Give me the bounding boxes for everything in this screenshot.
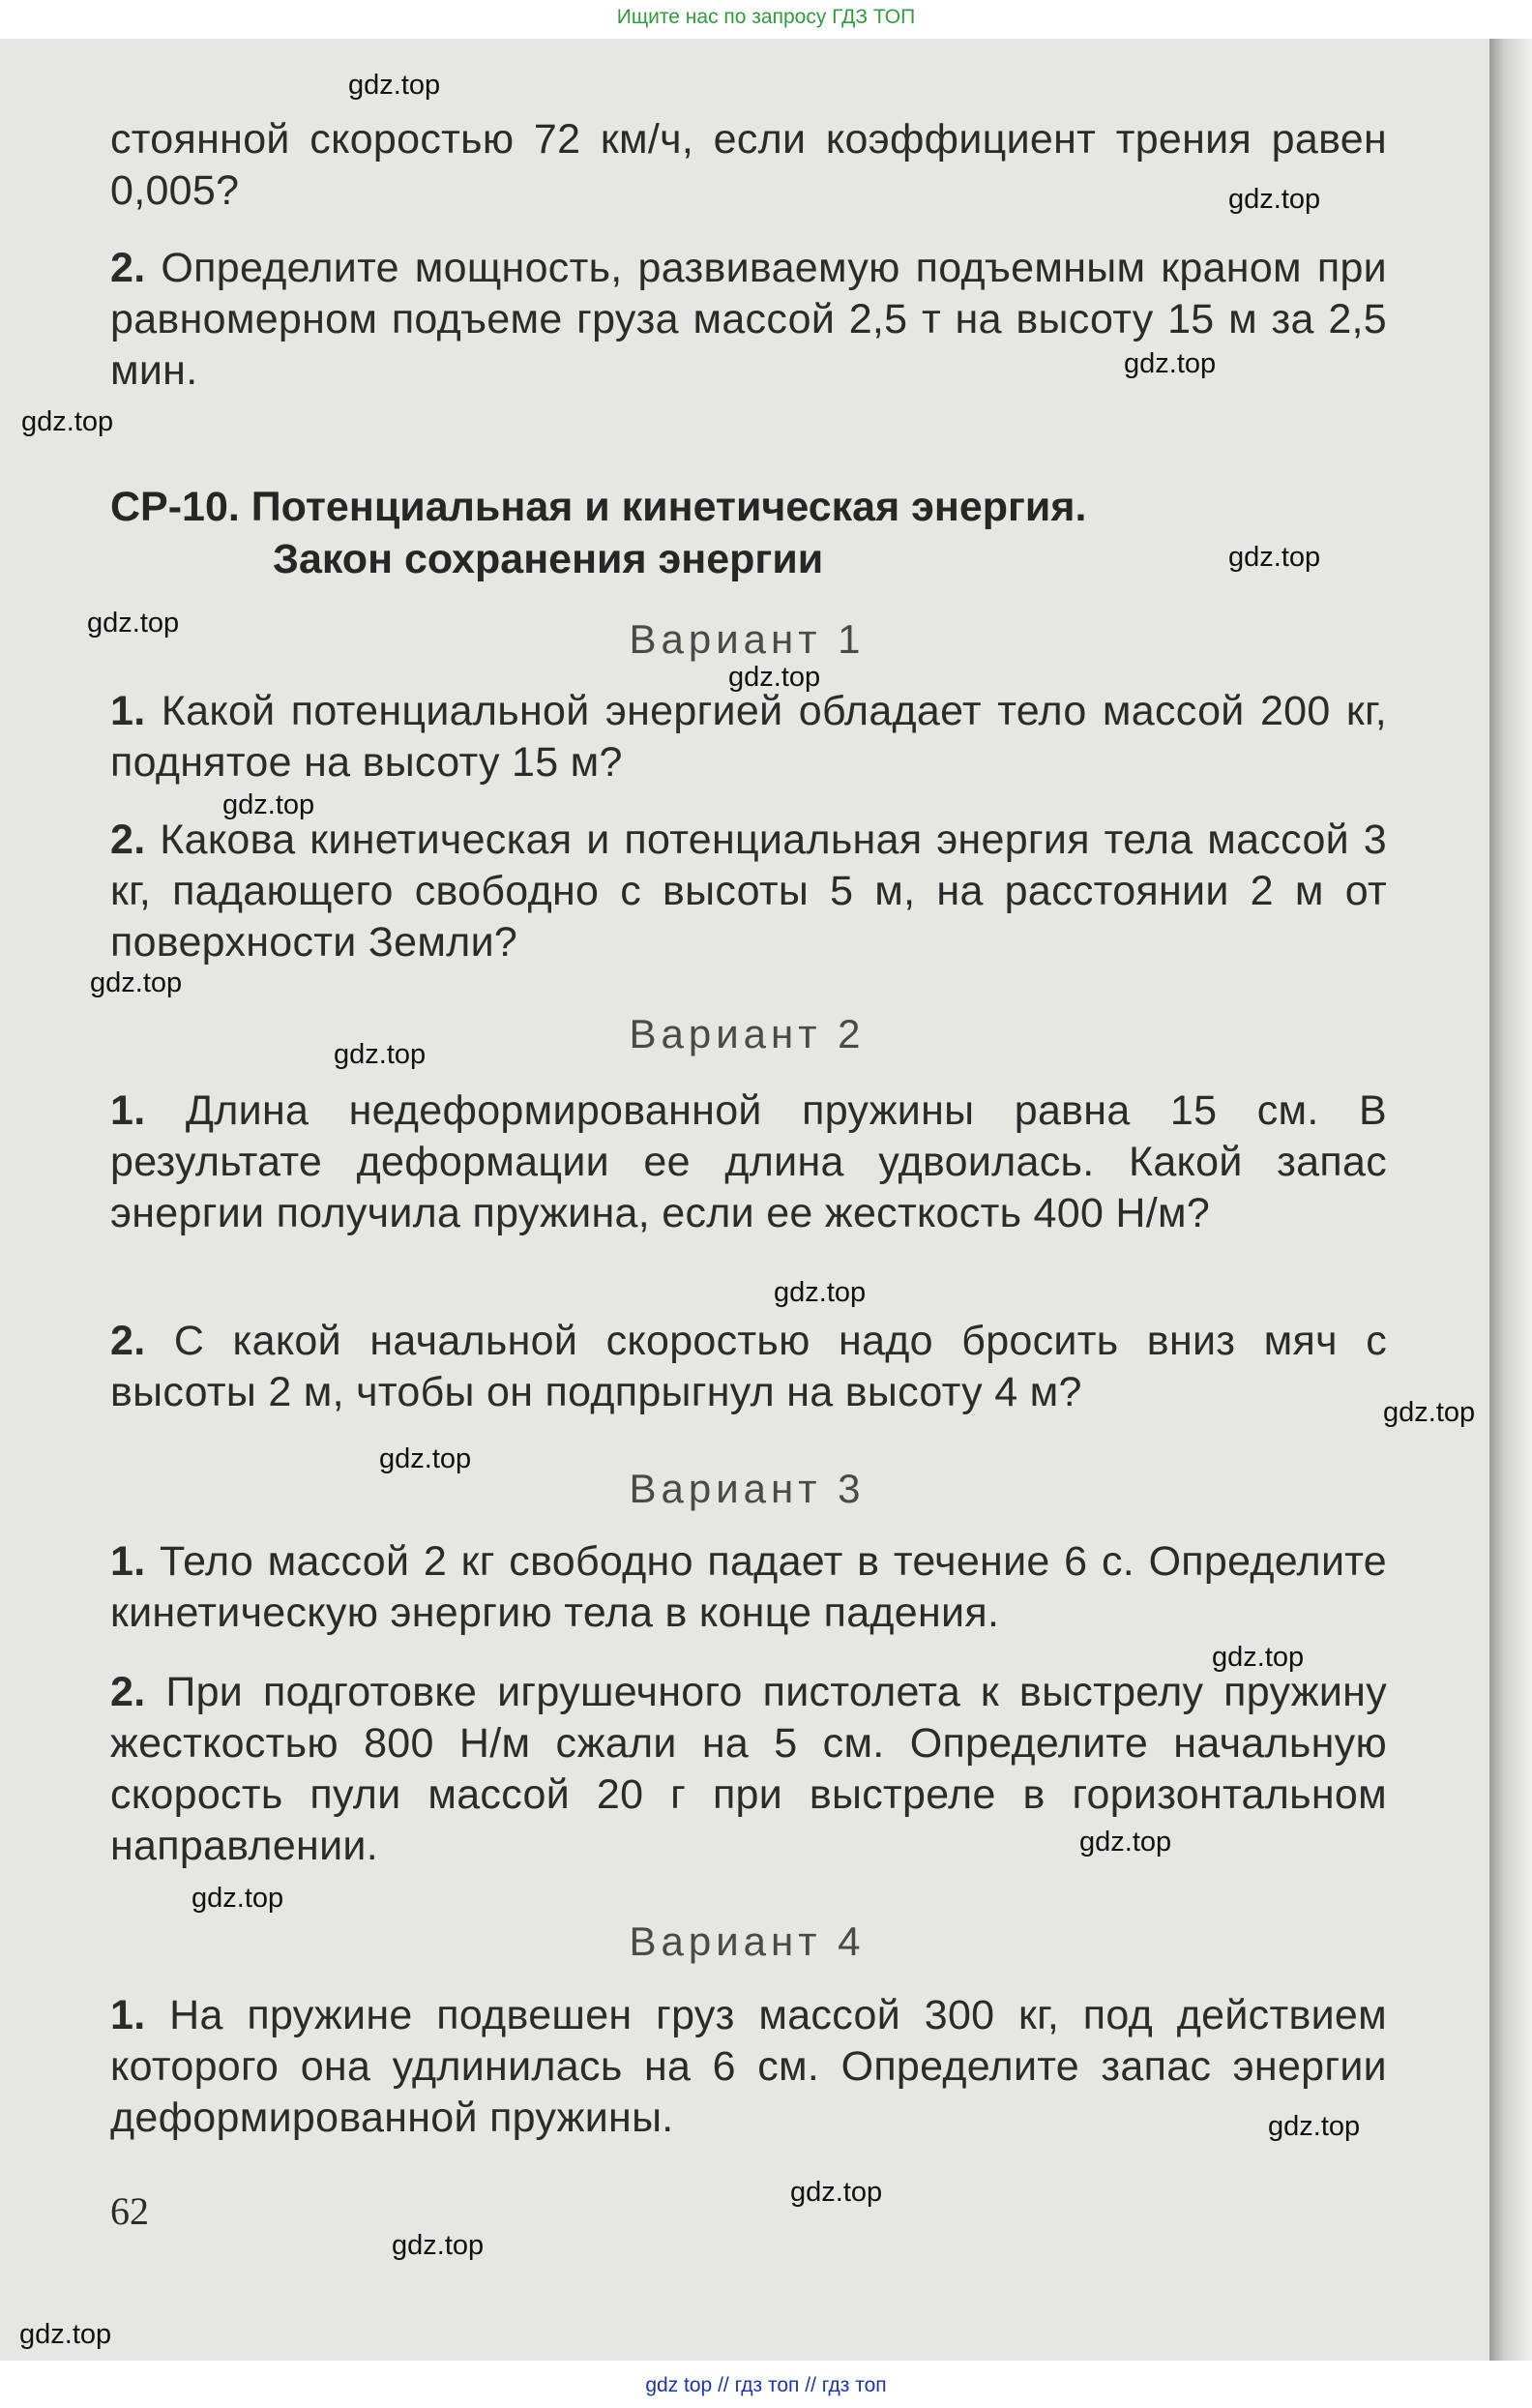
variant-4-heading: Вариант 4 [629, 1918, 866, 1964]
task-number: 1. [110, 688, 146, 734]
watermark: gdz.top [1228, 184, 1321, 215]
task-number: 1. [110, 1087, 146, 1134]
watermark: gdz.top [348, 70, 441, 101]
task-number: 2. [110, 1318, 146, 1364]
task-number: 2. [110, 817, 146, 863]
task-text: С какой начальной скоростью надо бросить вниз мяч с высоты 2 м, чтобы он подпрыгнул на высоту 4 м? [110, 1318, 1387, 1415]
bottom-banner[interactable]: gdz top // гдз топ // гдз топ [645, 2374, 887, 2396]
variant-2-heading: Вариант 2 [629, 1011, 866, 1056]
watermark: gdz.top [1079, 1827, 1172, 1858]
watermark: gdz.top [1383, 1397, 1476, 1428]
page-number: 62 [110, 2189, 149, 2233]
watermark: gdz.top [192, 1883, 284, 1914]
watermark: gdz.top [222, 789, 315, 820]
page-edge-shadow [1489, 39, 1532, 2361]
watermark: gdz.top [790, 2177, 883, 2208]
task-number: 2. [110, 245, 146, 291]
task-text: На пружине подвешен груз массой 300 кг, под действием которого она удлинилась на 6 см. Определите запас энергии деформированной пружины. [110, 1992, 1387, 2141]
watermark: gdz.top [379, 1443, 472, 1474]
top-banner[interactable]: Ищите нас по запросу ГДЗ ТОП [616, 6, 916, 28]
v1-task-2 [110, 815, 1387, 968]
variant-3-heading: Вариант 3 [629, 1466, 866, 1511]
task-text: Определите мощность, развиваемую подъемным краном при равномерном подъеме груза массой 2,5 т на высоту 15 м за 2,5 мин. [110, 245, 1387, 394]
task-text: Длина недеформированной пружины равна 15 см. В результате деформации ее длина удвоилась. Какой запас энергии получила пружина, если ее жесткость 400 Н/м? [110, 1087, 1387, 1236]
watermark: gdz.top [1228, 542, 1321, 573]
task-text: Тело массой 2 кг свободно падает в течение 6 с. Определите кинетическую энергию тела в конце падения. [110, 1538, 1387, 1636]
watermark: gdz.top [1124, 348, 1217, 379]
v2-task-2 [110, 1316, 1387, 1418]
variant-1-heading: Вариант 1 [629, 616, 866, 662]
task-number: 1. [110, 1538, 146, 1585]
v1-task-1 [110, 686, 1387, 788]
v2-task-1 [110, 1085, 1387, 1239]
watermark: gdz.top [728, 662, 821, 693]
v4-task-1 [110, 1990, 1387, 2144]
task-text: Какова кинетическая и потенциальная энергия тела массой 3 кг, падающего свободно с высоты 5 м, на расстоянии 2 м от поверхности Земли? [110, 817, 1387, 966]
task-number: 2. [110, 1669, 146, 1715]
watermark: gdz.top [90, 967, 183, 998]
v3-task-1 [110, 1536, 1387, 1639]
task-number: 1. [110, 1992, 146, 2038]
watermark: gdz.top [774, 1277, 867, 1308]
v3-task-2 [110, 1667, 1387, 1872]
watermark: gdz.top [1212, 1642, 1305, 1673]
watermark: gdz.top [21, 406, 114, 437]
task-text: Какой потенциальной энергией обладает тело массой 200 кг, поднятое на высоту 15 м? [110, 688, 1387, 786]
watermark: gdz.top [19, 2319, 112, 2350]
section-title-line1: СР-10. Потенциальная и кинетическая энергия. [110, 484, 1087, 530]
watermark: gdz.top [334, 1039, 427, 1070]
section-title-line2: Закон сохранения энергии [273, 536, 824, 582]
watermark: gdz.top [1268, 2111, 1361, 2142]
watermark: gdz.top [392, 2230, 485, 2261]
intro-fragment: стоянной скоростью 72 км/ч, если коэффициент трения равен 0,005? [110, 116, 1387, 214]
task-text: При подготовке игрушечного пистолета к выстрелу пружину жесткостью 800 Н/м сжали на 5 см. Определите начальную скорость пули массой 20 г при выстреле в горизонтальном направлении. [110, 1669, 1387, 1869]
watermark: gdz.top [87, 608, 180, 639]
